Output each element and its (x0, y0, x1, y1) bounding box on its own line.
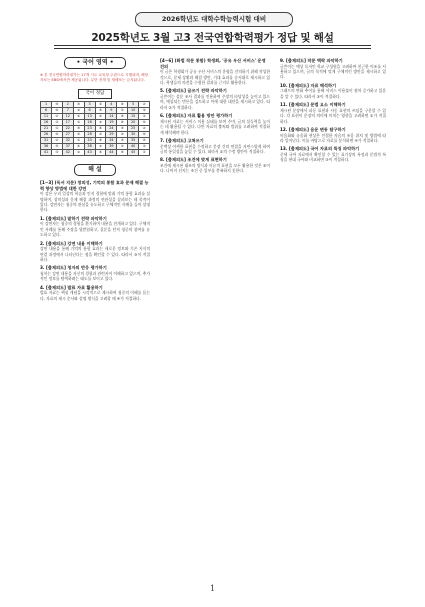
explanation-item-text: 문맥상 어색한 표현을 수정하고 문장 간의 연결을 자연스럽게 하여 글의 통일성을 높일 수 있다. 따라서 ②의 수정 방안이 적절하다. (160, 143, 270, 155)
question-number-cell: 26 (41, 132, 52, 138)
explanation-item-text: 강연 내용을 통해 기억의 통합 효과는 새로운 정보와 기존 지식의 연결 과정에서 나타난다는 점을 확인할 수 있다. 따라서 ③이 적절하다. (40, 246, 150, 263)
answer-cell: ③ (139, 144, 150, 150)
question-number-cell: 36 (41, 144, 52, 150)
answer-cell: ③ (73, 102, 84, 108)
answer-cell: ② (139, 102, 150, 108)
explanation-heading: 해 설 (74, 164, 116, 176)
question-number-cell: 15 (128, 114, 139, 120)
answer-cell: ⑤ (95, 138, 106, 144)
answer-cell: ⑤ (139, 132, 150, 138)
question-number-cell: 37 (62, 144, 73, 150)
question-number-cell: 42 (62, 150, 73, 156)
page-title: 2025학년도 3월 고3 전국연합학력평가 정답 및 해설 (91, 32, 334, 44)
question-number-cell: 13 (84, 114, 95, 120)
explanation-item-title: 8. [출제의도] 조건에 맞게 표현하기 (160, 157, 227, 163)
explanation-item-title: 9. [출제의도] 작문 맥락 파악하기 (280, 58, 343, 63)
answer-cell: ① (95, 132, 106, 138)
question-number-cell: 12 (62, 114, 73, 120)
question-number-cell: 31 (41, 138, 52, 144)
question-number-cell: 22 (62, 126, 73, 132)
question-number-cell: 24 (106, 126, 117, 132)
question-number-cell: 1 (41, 102, 52, 108)
title-rule-thin (54, 48, 371, 49)
explanation-item-title: 2. [출제의도] 강연 내용 이해하기 (40, 240, 103, 246)
question-number-cell: 23 (84, 126, 95, 132)
question-number-cell: 43 (84, 150, 95, 156)
question-number-cell: 34 (106, 138, 117, 144)
answer-cell: ④ (52, 132, 63, 138)
column-left (40, 55, 150, 580)
answer-cell: ③ (117, 138, 128, 144)
answer-cell: ⑤ (52, 144, 63, 150)
copyright-note: ※ 본 전국연합학력평가는 17개 시도 교육청 주관으로 시행되며, 해당 자료는 EBSi에서만 제공됩니다. 무단 전재 및 재배포는 금지됩니다. (40, 73, 149, 82)
question-number-cell: 17 (62, 120, 73, 126)
answer-cell: ④ (73, 114, 84, 120)
explanation-item-title: 12. [출제의도] 음운 변동 탐구하기 (280, 127, 346, 133)
question-number-cell: 27 (62, 132, 73, 138)
question-number-cell: 40 (128, 144, 139, 150)
page-number: 1 (209, 584, 216, 593)
question-number-cell: 19 (106, 120, 117, 126)
explanation-item-title: 7. [출제의도] 고쳐쓰기 (160, 138, 204, 144)
question-number-cell: 45 (128, 150, 139, 156)
answer-cell: ③ (95, 114, 106, 120)
question-number-cell: 8 (84, 108, 95, 114)
answer-cell: ① (139, 150, 150, 156)
question-number-cell: 30 (128, 132, 139, 138)
question-number-cell: 39 (106, 144, 117, 150)
answer-cell: ⑤ (139, 120, 150, 126)
answer-cell: ② (73, 108, 84, 114)
question-number-cell: 21 (41, 126, 52, 132)
question-number-cell: 14 (106, 114, 117, 120)
question-number-cell: 18 (84, 120, 95, 126)
explanation-item-text: 제시된 문장에서 피동 표현과 사동 표현의 쓰임을 구분할 수 있다. 각 표현이 문장의 의미에 미치는 영향을 고려하면 ②가 적절하다. (280, 107, 386, 124)
question-number-cell: 25 (128, 126, 139, 132)
question-number-cell: 32 (62, 138, 73, 144)
answer-table-title: 국어 정답 (78, 89, 112, 99)
answer-cell: ② (117, 132, 128, 138)
explanation-item-text: 이 강은 우리 일상의 학습과 인지 경험에 맞춰 기억 통합 효과를 설명하며, 창의성과 문제 해결 과정의 연관성을 살펴보는 데 목적이 있다. 강연자는 청중의 관심을 유도하고 구체적인 사례를 들어 설명한다. (40, 191, 150, 213)
answer-cell: ④ (139, 138, 150, 144)
column-middle (160, 55, 270, 580)
question-number-cell: 6 (41, 108, 52, 114)
question-number-cell: 4 (106, 102, 117, 108)
answer-row (41, 150, 150, 156)
explanation-item-text: 발표 자료는 핵심 개념을 시각적으로 제시하여 청중의 이해를 돕는다. 자료의 제시 순서와 설명 방식을 고려할 때 ④가 적절하다. (40, 290, 150, 301)
answer-cell: ① (117, 144, 128, 150)
explanation-item-title: 4. [출제의도] 발표 자료 활용하기 (40, 284, 103, 290)
question-number-cell: 16 (41, 120, 52, 126)
answer-cell: ③ (73, 132, 84, 138)
answer-cell: ⑤ (73, 126, 84, 132)
answer-cell: ② (139, 126, 150, 132)
explanation-item-text: 글쓴이는 예상 독자인 학교 구성원을 고려하여 친근한 어조를 사용하고 있으며, 글의 목적에 맞게 구체적인 방안을 제시하고 있다. (280, 63, 386, 80)
explanation-item-text: 제시된 자료는 서비스 이용 실태를 보여 주며, 글의 설득력을 높이는 데 활용될 수 있다. 다만 자료의 출처와 범위를 고려하여 적절하게 해석해야 한다. (160, 118, 270, 135)
answer-cell: ③ (52, 120, 63, 126)
answer-cell: ② (95, 120, 106, 126)
column-right (280, 55, 386, 580)
explanation-item-text: 청자는 강연 내용을 자신의 경험과 관련지어 이해하고 있으며, 추가적인 정보를 탐색하려는 태도를 보이고 있다. (40, 271, 150, 282)
answer-cell: ② (52, 138, 63, 144)
question-number-cell: 7 (62, 108, 73, 114)
question-number-cell: 28 (84, 132, 95, 138)
answer-cell: ④ (95, 150, 106, 156)
answer-cell: ① (73, 120, 84, 126)
explanation-item-text: 중세 국어 자료에서 확인할 수 있는 표기상의 특징과 문법적 특징을 현대 국어와 비교하면 ③이 적절하다. (280, 152, 386, 163)
question-number-cell: 33 (84, 138, 95, 144)
answer-cell: ③ (52, 150, 63, 156)
exam-banner: 2026학년도 대학수학능력시험 대비 (135, 12, 293, 27)
explanation-item-text: 비음화와 유음화 현상은 인접한 자음의 조음 위치 및 방법에 따라 일어난다. 이를 바탕으로 자료를 분석하면 ④가 적절하다. (280, 132, 386, 144)
explanation-item-title: [1~3] (독서 지문) 창의성, 기억의 통합 효과 문제 해결 능력 향상 방법에 대한 강연 (40, 180, 149, 191)
explanation-item-text: 글쓴이는 설문 조사 결과를 인용하여 주장의 타당성을 높이고 있으며, 예상되는 반론을 검토하고 이에 대한 대안을 제시하고 있다. 따라서 ②가 적절하다. (160, 94, 270, 110)
explanation-item-text: 조건에 제시된 대조의 방식과 비유적 표현을 모두 활용한 것은 ⑤이다. 나머지 선지는 조건 중 일부를 충족하지 못한다. (160, 163, 270, 174)
question-number-cell: 35 (128, 138, 139, 144)
explanation-item-title: 10. [출제의도] 자료 해석하기 (280, 82, 337, 88)
question-number-cell: 20 (128, 120, 139, 126)
explanation-item-title: [4~6] (화법 작문 통합) 학생회, '공유 우산 서비스' 운영 건의 (160, 58, 266, 69)
question-number-cell: 10 (128, 108, 139, 114)
explanation-item-title: 6. [출제의도] 자료 활용 방안 평가하기 (160, 113, 233, 119)
question-number-cell: 9 (106, 108, 117, 114)
answer-table (40, 101, 150, 156)
explanation-item-text: 이 강연자는 청중의 경험을 환기하며 내용을 전개하고 있다. 구체적인 사례를 통해 주장을 뒷받침하고, 질문을 던져 청중의 참여를 유도하고 있다. (40, 221, 150, 238)
answer-cell: ② (95, 144, 106, 150)
answer-cell: ③ (139, 108, 150, 114)
explanation-item-title: 11. [출제의도] 문법 요소 이해하기 (280, 102, 346, 108)
question-number-cell: 41 (41, 150, 52, 156)
question-number-cell: 11 (41, 114, 52, 120)
explanation-item-title: 3. [출제의도] 청자의 반응 평가하기 (40, 265, 107, 271)
explanation-item-text: 그래프의 변화 추이를 통해 서비스 이용률이 점차 증가하고 있음을 알 수 있다. 따라서 ③이 적절하다. (280, 88, 386, 99)
explanation-item-text: 이 글은 학생회가 공유 우산 서비스의 운영을 건의하기 위해 작성한 것으로, 문제 상황과 해결 방안, 기대 효과를 순서대로 제시하고 있다. 학생들의 의견을 수렴한 결과를 근거로 활용한다. (160, 69, 270, 85)
answer-cell: ④ (95, 126, 106, 132)
title-rule (54, 45, 371, 46)
question-number-cell: 5 (128, 102, 139, 108)
question-number-cell: 2 (62, 102, 73, 108)
answer-cell: ④ (117, 120, 128, 126)
answer-cell: ② (52, 114, 63, 120)
question-number-cell: 29 (106, 132, 117, 138)
answer-cell: ② (73, 150, 84, 156)
explanation-item-title: 1. [출제의도] 말하기 전략 파악하기 (40, 215, 107, 221)
question-number-cell: 44 (106, 150, 117, 156)
answer-cell: ① (95, 102, 106, 108)
question-number-cell: 38 (84, 144, 95, 150)
answer-cell: ⑤ (117, 114, 128, 120)
answer-cell: ① (139, 114, 150, 120)
section-heading: • 국어 영역 • (64, 57, 126, 69)
explanation-item-title: 5. [출제의도] 글쓰기 전략 파악하기 (160, 88, 227, 94)
answer-cell: ① (117, 108, 128, 114)
answer-cell: ⑤ (52, 102, 63, 108)
answer-cell: ③ (117, 126, 128, 132)
answer-cell: ④ (73, 144, 84, 150)
answer-cell: ⑤ (117, 150, 128, 156)
explanation-item-title: 13. [출제의도] 국어 자료의 특징 파악하기 (280, 146, 360, 152)
answer-cell: ① (73, 138, 84, 144)
question-number-cell: 3 (84, 102, 95, 108)
answer-cell: ④ (117, 102, 128, 108)
answer-cell: ④ (52, 108, 63, 114)
answer-cell: ① (52, 126, 63, 132)
answer-cell: ⑤ (95, 108, 106, 114)
